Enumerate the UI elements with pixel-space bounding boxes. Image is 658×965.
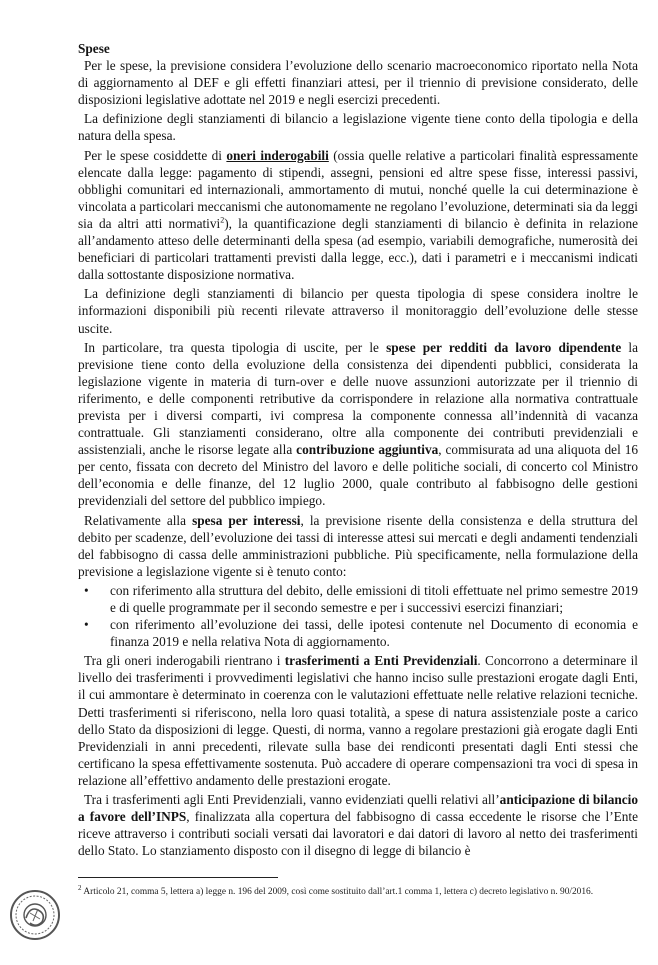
footnote-divider [78,877,278,878]
paragraph-5: In particolare, tra questa tipologia di uscite, per le spese per redditi da lavoro dipendente la previsione tiene conto della evoluzione della consistenza dei dipendenti pubblici, considerata la legislazione vigente in materia di turn-over e delle nuove assunzioni autorizzate per il triennio di riferimento, e delle componenti retributive da corrispondere in relazione alla normativa contrattuale prevista per i diversi comparti, ivi compresa la componente connessa all’indennità di vacanza contrattuale. Gli stanziamenti considerano, oltre alla componente dei contributi previdenziali e assistenziali, anche le risorse legate alla contribuzione aggiuntiva, commisurata ad una aliquota del 16 per cento, fissata con decreto del Ministro del lavoro e delle politiche sociali, di concerto col Ministro dell’economia e delle finanze, del 12 luglio 2000, quale contributo al fabbisogno delle gestioni previdenziali del settore del pubblico impiego. [78,339,639,509]
paragraph-7: Tra gli oneri inderogabili rientrano i trasferimenti a Enti Previdenziali. Concorrono a determinare il livello dei trasferimenti i provvedimenti legislativi che hanno inciso sulle prestazioni erogate dagli Enti, il cui ammontare è determinato in coerenza con le valutazioni effettuate nelle relative relazioni tecniche. Detti trasferimenti si riferiscono, nella loro quasi totalità, a spese di natura assistenziale poste a carico dello Stato da disposizioni di legge. Questi, di norma, vanno a regolare prestazioni già erogate dagli Enti Previdenziali in anni precedenti, rilevate sulla base dei rendiconti presentati dagli Enti stessi che certificano la spesa effettivamente sostenuta. Può accadere di operare compensazioni tra voci di spesa in relazione all’effettivo andamento delle prestazioni erogate. [78,653,639,788]
seal-stamp-icon [8,888,62,942]
term-oneri-inderogabili: oneri inderogabili [226,147,329,163]
list-item: • con riferimento all’evoluzione dei tassi, delle ipotesi contenute nel Documento di economia e finanza 2019 e nella relativa Nota di aggiornamento. [78,616,638,650]
footnote-ref[interactable]: 2 [220,215,225,225]
footnote-text: Articolo 21, comma 5, lettera a) legge n. 196 del 2009, così come sostituito dall’art.1 comma 1, lettera c) decreto legislativo n. 90/2016. [83,887,594,898]
paragraph-1: Per le spese, la previsione considera l’evoluzione dello scenario macroeconomico riportato nella Nota di aggiornamento al DEF e gli effetti finanziari attesi, per il triennio di previsione considerato, delle disposizioni legislative adottate nel 2019 e negli esercizi precedenti. [78,58,638,108]
paragraph-8: Tra i trasferimenti agli Enti Previdenziali, vanno evidenziati quelli relativi all’anticipazione di bilancio a favore dell’INPS, finalizzata alla copertura del fabbisogno di cassa eccedente le risorse che l’Ente riceve attraverso i contributi sociali versati dai lavoratori e dai datori di lavoro al netto dei trasferimenti dello Stato. Lo stanziamento disposto con il disegno di legge di bilancio è [78,792,638,859]
term-anticipazione-inps: anticipazione di bilancio a favore dell’INPS [78,792,638,825]
document-body [78,40,638,861]
section-heading: Spese [78,41,110,56]
footnote [78,882,638,898]
footnote-number: 2 [78,884,82,892]
paragraph-4: La definizione degli stanziamenti di bilancio per questa tipologia di spese considera inoltre le informazioni disponibili più recenti rilevate attraverso il monitoraggio dell’evoluzione delle stesse uscite. [78,286,638,336]
paragraph-3: Per le spese cosiddette di oneri inderogabili (ossia quelle relative a particolari finalità espressamente elencate dalla legge: pagamento di stipendi, assegni, pensioni ed altre spese fisse, interessi passivi, obblighi comunitari ed internazionali, ammortamento di mutui, nonché quelle la cui determinazione è vincolata a particolari meccanismi che autonomamente ne regolano l’evoluzione, determinati sia da leggi sia da altri atti normativi$^2$), la quantificazione degli stanziamenti di bilancio è definita in relazione all’andamento atteso delle determinanti della spesa (ad esempio, variabili demografiche, numerosità dei beneficiari di particolari trattamenti previsti dalla legge, ecc.), dati i parametri e i meccanismi indicati dalla sottostante disposizione normativa. [78,147,638,283]
list-item: • con riferimento alla struttura del debito, delle emissioni di titoli effettuate nel primo semestre 2019 e di quelle programmate per il secondo semestre e per i successivi esercizi finanziari; [78,582,638,616]
paragraph-2: La definizione degli stanziamenti di bilancio a legislazione vigente tiene conto della tipologia e della natura della spesa. [78,111,638,144]
term-spesa-interessi: spesa per interessi [192,512,301,528]
paragraph-6: Relativamente alla spesa per interessi, la previsione risente della consistenza e della struttura del debito per scadenze, dell’evoluzione dei tassi di interesse attesi sui mercati e degli andamenti tendenziali del fabbisogno di cassa delle amministrazioni pubbliche. Più specificamente, nella formulazione della previsione a legislazione vigente si è tenuto conto: [78,512,639,579]
term-trasferimenti-enti: trasferimenti a Enti Previdenziali [284,653,478,669]
term-contribuzione-aggiuntiva: contribuzione aggiuntiva [296,442,439,458]
term-redditi-lavoro: spese per redditi da lavoro dipendente [386,339,622,355]
bullet-list [78,582,638,650]
